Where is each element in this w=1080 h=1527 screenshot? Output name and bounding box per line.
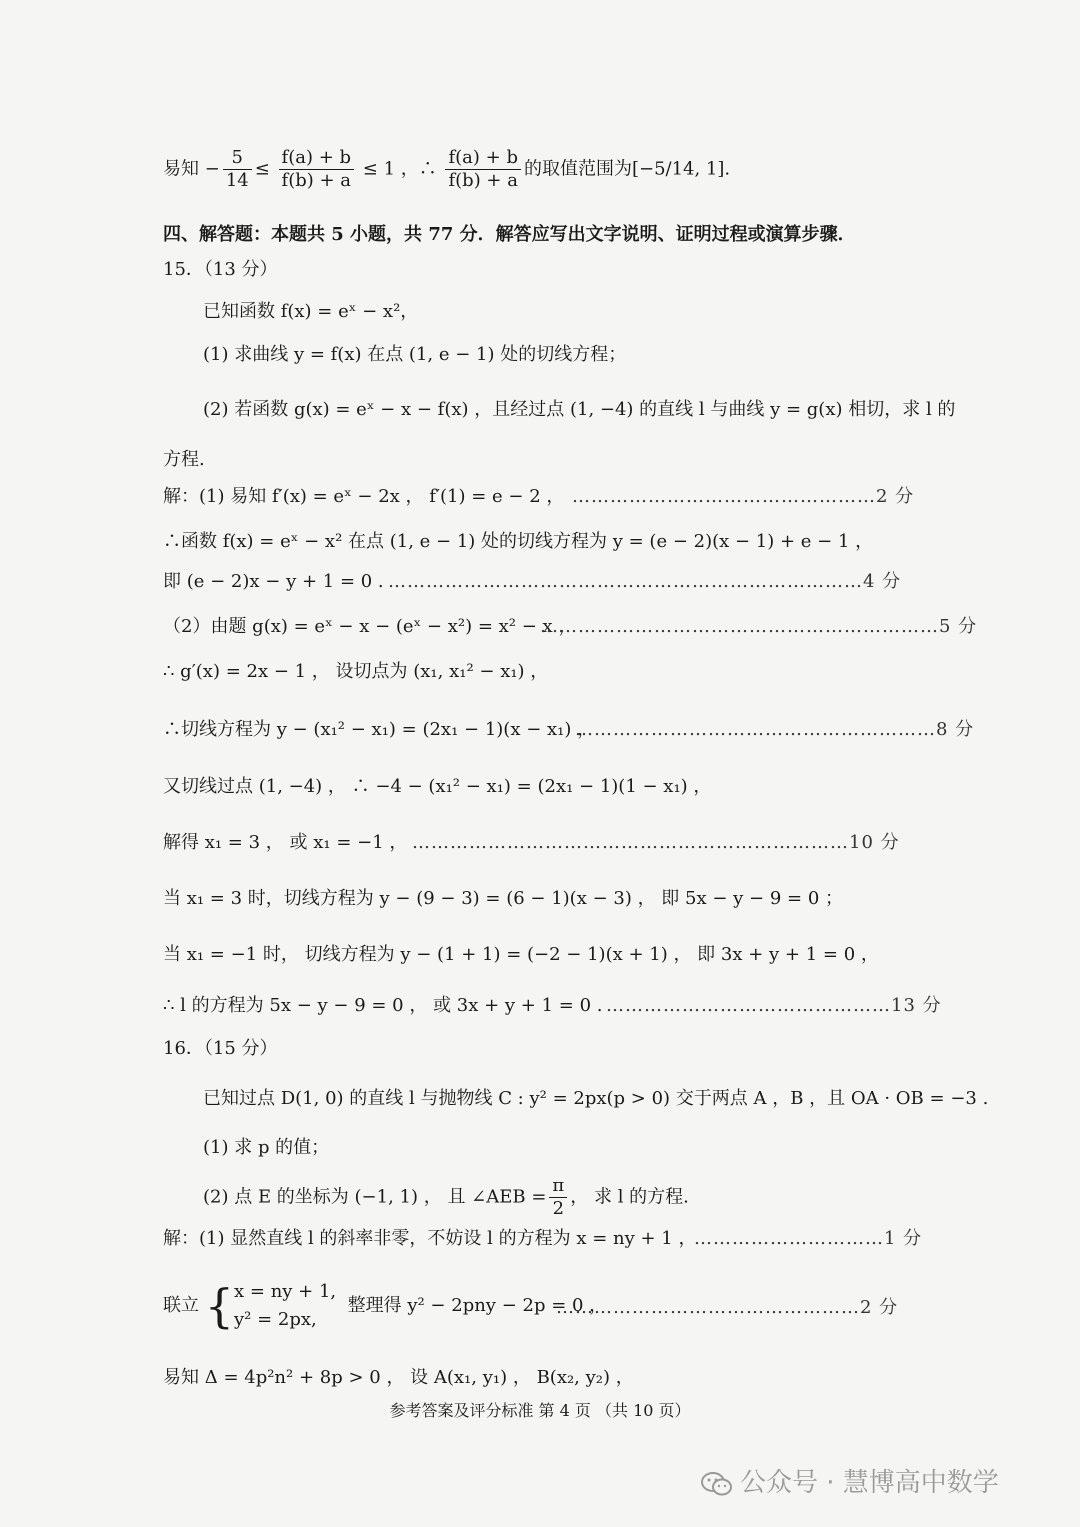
q15-sol-7: 又切线过点 (1, −4) ， ∴ −4 − (x₁² − x₁) = (2x₁ − 1)(1 − x₁) ，	[163, 776, 712, 797]
q16-header: 16．（15 分）	[163, 1038, 278, 1059]
score-1: …………………………1 分	[694, 1228, 923, 1249]
page-footer: 参考答案及评分标准 第 4 页 （共 10 页）	[389, 1401, 691, 1420]
score-2: …………………………………………2 分	[572, 486, 915, 507]
q15-header: 15．（13 分）	[163, 259, 278, 280]
score-13: ………………………………………13 分	[606, 995, 942, 1016]
q15-sol-9: 当 x₁ = 3 时，切线方程为 y − (9 − 3) = (6 − 1)(x − 3) ， 即 5x − y − 9 = 0 ；	[163, 888, 843, 909]
q16-part1: (1) 求 p 的值；	[203, 1137, 330, 1158]
q15-part1: (1) 求曲线 y = f(x) 在点 (1, e − 1) 处的切线方程；	[203, 344, 627, 365]
q15-sol-1: 解：(1) 易知 f′(x) = eˣ − 2x ， f′(1) = e − 2 ，	[163, 486, 565, 507]
watermark	[700, 1462, 999, 1499]
q16-sol-2	[163, 1278, 607, 1334]
q15-stem: 已知函数 f(x) = eˣ − x²，	[203, 301, 419, 322]
wechat-icon	[700, 1470, 734, 1498]
q16-sol-1: 解：(1) 显然直线 l 的斜率非零，不妨设 l 的方程为 x = ny + 1 ，	[163, 1228, 697, 1249]
q15-sol-6: ∴切线方程为 y − (x₁² − x₁) = (2x₁ − 1)(x − x₁) ，	[163, 719, 596, 740]
fraction-5-14: $\frac{5}{14}$	[223, 147, 252, 192]
q15-part2-cont: 方程.	[163, 449, 205, 470]
score-5: ………………………………………………………5 分	[540, 616, 978, 637]
range-text: 的取值范围为	[523, 158, 632, 180]
q15-sol-11: ∴ l 的方程为 5x − y − 9 = 0 ， 或 3x + y + 1 = 0 .	[163, 995, 603, 1016]
score-2b: …………………………………………2 分	[556, 1297, 899, 1318]
q15-sol-10: 当 x₁ = −1 时， 切线方程为 y − (1 + 1) = (−2 − 1)(x + 1) ， 即 3x + y + 1 = 0 ，	[163, 944, 879, 965]
top-prefix: 易知	[163, 158, 199, 180]
equation-system: x = ny + 1, y² = 2px,	[234, 1281, 337, 1330]
q16-sol-3: 易知 Δ = 4p²n² + 8p > 0 ， 设 A(x₁, y₁) ， B(x₂, y₂) ，	[163, 1367, 634, 1388]
q15-sol-3: 即 (e − 2)x − y + 1 = 0 .	[163, 571, 384, 592]
q15-part2: (2) 若函数 g(x) = eˣ − x − f(x) ，且经过点 (1, −4) 的直线 l 与曲线 y = g(x) 相切，求 l 的	[203, 399, 956, 420]
q15-sol-2: ∴函数 f(x) = eˣ − x² 在点 (1, e − 1) 处的切线方程为 y = (e − 2)(x − 1) + e − 1 ，	[163, 531, 874, 552]
score-8: …………………………………………………8 分	[575, 719, 975, 740]
score-10: ……………………………………………………………10 分	[412, 832, 900, 853]
q16-part2-a: (2) 点 E 的坐标为 (−1, 1) ， 且 ∠AEB =	[203, 1186, 547, 1208]
fraction-f: $\frac{f(a) + b}{f(b) + a}$	[279, 147, 355, 192]
q15-sol-4: （2）由题 g(x) = eˣ − x − (eˣ − x²) = x² − x ，	[163, 616, 577, 637]
q15-sol-5: ∴ g′(x) = 2x − 1 ， 设切点为 (x₁, x₁² − x₁) ，	[163, 661, 549, 682]
range-value: [−5/14, 1].	[631, 158, 731, 180]
watermark-text: 公众号 · 慧博高中数学	[740, 1468, 999, 1498]
q16-sol-2-pre: 联立	[163, 1295, 199, 1316]
fraction-f-2: $\frac{f(a) + b}{f(b) + a}$	[445, 147, 521, 192]
section-4-title: 四、解答题：本题共 5 小题，共 77 分．解答应写出文字说明、证明过程或演算步骤．	[163, 224, 856, 245]
q15-sol-8: 解得 x₁ = 3 ， 或 x₁ = −1 ，	[163, 832, 408, 853]
q16-sol-2-post: 整理得 y² − 2pny − 2p = 0 ，	[347, 1295, 608, 1316]
score-4: …………………………………………………………………4 分	[388, 571, 902, 592]
q16-part2-b: ， 求 l 的方程.	[570, 1186, 689, 1208]
top-tail: ≤ 1 ，∴	[362, 158, 437, 180]
top-range-line: 易知 − $\frac{5}{14}$ ≤ $\frac{f(a) + b}{f(b) + a}$ ≤ 1 ，∴ $\frac{f(a) + b}{f(b) + a}$ 的取值范围为[−5/14, 1].	[163, 147, 731, 191]
q16-stem: 已知过点 D(1, 0) 的直线 l 与抛物线 C : y² = 2px(p > 0) 交于两点 A ，B ，且 OA · OB = −3 .	[203, 1088, 989, 1109]
q16-part2	[203, 1175, 689, 1220]
brace: {	[204, 1279, 235, 1333]
fraction-pi-2: $\frac{\pi}{2}$	[549, 1175, 567, 1220]
